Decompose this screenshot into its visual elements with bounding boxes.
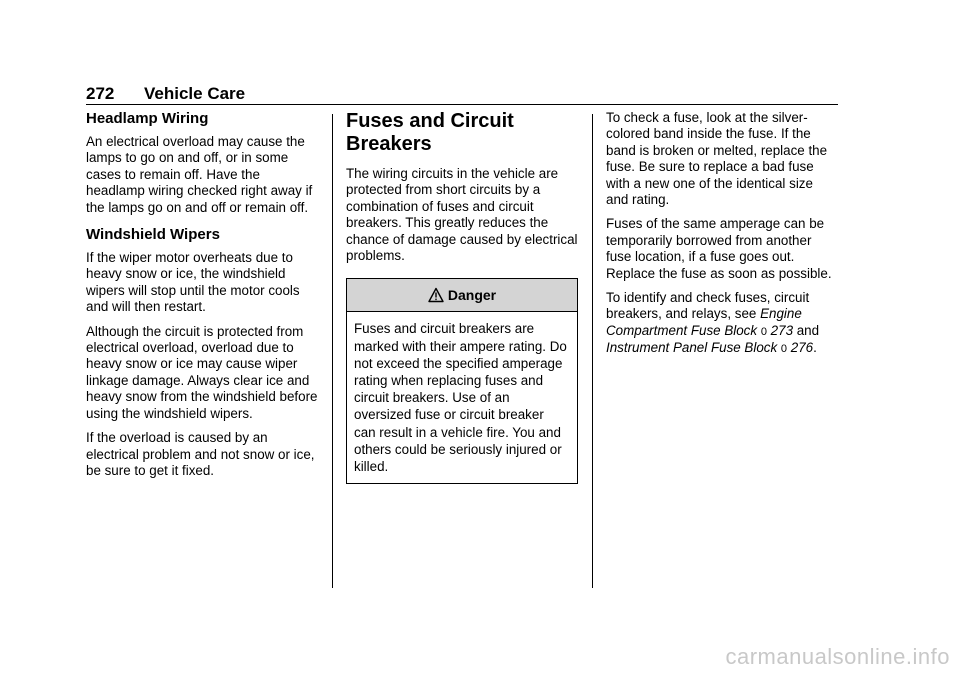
paragraph: An electrical overload may cause the lamps to go on and off, or in some cases to remain off. Have the headlamp wiring checked right away if the lamps go on and off or remain off.: [86, 134, 313, 215]
header-rule: [86, 104, 838, 105]
column-divider: [592, 114, 593, 588]
paragraph-with-references: To identify and check fuses, circuit breakers, and relays, see Engine Compartment Fuse Block 0 273 and Instrument Panel Fuse Block 0 276.: [606, 290, 820, 356]
paragraph: If the overload is caused by an electrical problem and not snow or ice, be sure to get it fixed.: [86, 430, 315, 478]
page-ref-icon: 0: [760, 325, 767, 338]
column-3: [606, 110, 838, 366]
danger-header: [347, 279, 577, 312]
heading-windshield-wipers: Windshield Wipers: [86, 226, 220, 244]
paragraph: Although the circuit is protected from electrical overload, overload due to heavy snow or ice may cause wiper linkage damage. Always clear ice and heavy snow from the windshield before using the windshield wipers.: [86, 323, 318, 421]
warning-icon: [428, 287, 444, 303]
danger-label: Danger: [447, 287, 497, 304]
column-2: [346, 110, 578, 484]
column-divider: [332, 114, 333, 588]
danger-box: [346, 278, 578, 484]
heading-fuses-and-circuit-breakers: Fuses and Circuit Breakers: [346, 110, 514, 155]
link-instrument-panel-fuse-block[interactable]: Instrument Panel Fuse Block 0 276: [606, 340, 814, 356]
section-title: Vehicle Care: [144, 84, 246, 103]
page-ref-icon: 0: [780, 343, 788, 356]
danger-text: Fuses and circuit breakers are marked with their ampere rating. Do not exceed the specified amperage rating when replacing fuses and circuit breakers. Use of an oversized fuse or circuit breaker can result in a vehicle fire. You and others could be seriously injured or killed.: [354, 321, 567, 475]
heading-headlamp-wiring: Headlamp Wiring: [86, 110, 209, 127]
watermark: carmanualsonline.info: [725, 644, 950, 669]
paragraph: The wiring circuits in the vehicle are protected from short circuits by a combination of fuses and circuit breakers. This greatly reduces the chance of damage caused by electrical problems.: [346, 166, 578, 264]
link-engine-compartment-fuse-block[interactable]: Engine Compartment Fuse Block 0 273: [606, 306, 802, 338]
page-header: [86, 84, 838, 104]
column-1: [86, 110, 322, 487]
page-number: 272: [86, 84, 115, 103]
paragraph: If the wiper motor overheats due to heavy snow or ice, the windshield wipers will stop until the motor cools and will then restart.: [86, 250, 300, 315]
paragraph: To check a fuse, look at the silver-colored band inside the fuse. If the band is broken or melted, replace the fuse. Be sure to replace a bad fuse with a new one of the identical size and rating.: [606, 110, 828, 208]
paragraph: Fuses of the same amperage can be temporarily borrowed from another fuse location, if a fuse goes out. Replace the fuse as soon as possible.: [606, 216, 832, 281]
